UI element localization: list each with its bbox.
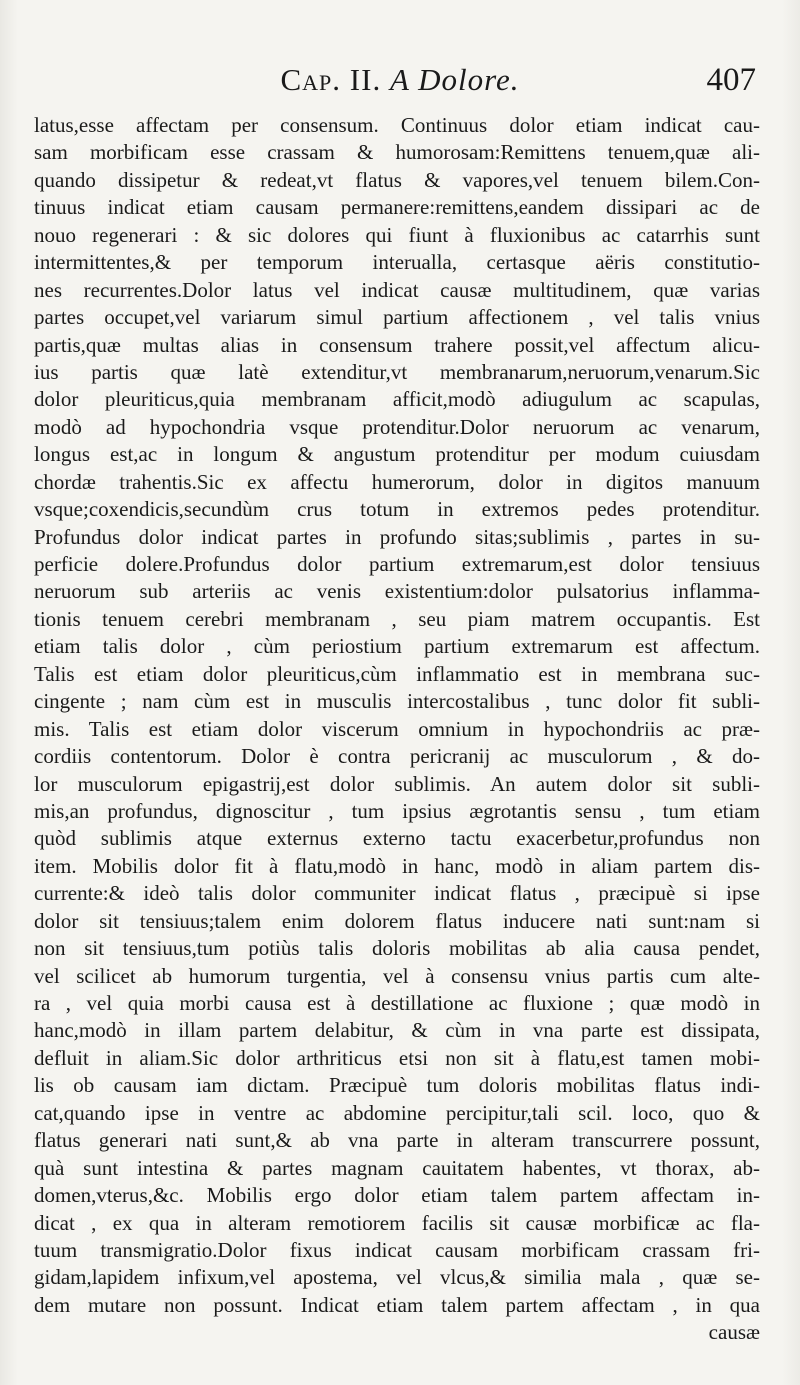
- text-line: dem mutare non possunt. Indicat etiam talem partem affectam , in qua: [34, 1292, 760, 1317]
- page-header: [40, 62, 760, 106]
- text-line: flatus generari nati sunt,& ab vna parte in alteram transcurrere possunt,: [34, 1128, 760, 1153]
- text-line: ra , vel quia morbi causa est à destillatione ac fluxione ; quæ modò in: [34, 991, 760, 1015]
- text-line: dicat , ex qua in alteram remotiorem facilis sit causæ morbificæ ac fla-: [34, 1210, 760, 1235]
- text-line: chordæ trahentis.Sic ex affectu humerorum, dolor in digitos manuum: [34, 469, 760, 494]
- text-line: tinuus indicat etiam causam permanere:remittens,eandem dissipari ac de: [34, 195, 760, 220]
- text-line: Talis est etiam dolor pleuriticus,cùm inflammatio est in membrana suc-: [34, 661, 760, 686]
- text-line: etiam talis dolor , cùm periostium partium extremarum est affectum.: [34, 634, 760, 659]
- running-head-title: A Dolore.: [389, 62, 520, 97]
- text-line: partes occupet,vel variarum simul partium affectionem , vel talis vnius: [34, 305, 760, 330]
- running-head-cap: Cap.: [280, 62, 342, 97]
- text-line: mis,an profundus, dignoscitur , tum ipsius ægrotantis sensu , tum etiam: [34, 798, 760, 823]
- text-line: nes recurrentes.Dolor latus vel indicat causæ multitudinem, quæ varias: [34, 277, 760, 302]
- text-line: latus,esse affectam per consensum. Continuus dolor etiam indicat cau-: [34, 113, 760, 137]
- page-number: 407: [706, 62, 756, 98]
- text-line: intermittentes,& per temporum interualla, certasque aëris constitutio-: [34, 250, 760, 275]
- text-line: tionis tenuem cerebri membranam , seu piam matrem occupantis. Est: [34, 606, 760, 631]
- running-head: [40, 62, 760, 98]
- text-line: vsque;coxendicis,secundùm crus totum in extremos pedes protenditur.: [34, 497, 760, 522]
- body-text: [34, 112, 760, 1347]
- text-line: defluit in aliam.Sic dolor arthriticus etsi non sit à flatu,est tamen mobi-: [34, 1045, 760, 1070]
- text-line: partis,quæ multas alias in consensum trahere possit,vel affectum alicu-: [34, 332, 760, 357]
- text-line: currente:& ideò talis dolor communiter indicat flatus , præcipuè si ipse: [34, 881, 760, 906]
- text-line: neruorum sub arteriis ac venis existentium:dolor pulsatorius inflamma-: [34, 579, 760, 604]
- text-line: cordiis contentorum. Dolor è contra pericranij ac musculorum , & do-: [34, 744, 760, 769]
- text-line: item. Mobilis dolor fit à flatu,modò in hanc, modò in aliam partem dis-: [34, 853, 760, 878]
- catchword: causæ: [708, 1320, 760, 1345]
- text-line: ius partis quæ latè extenditur,vt membranarum,neruorum,venarum.Sic: [34, 359, 760, 384]
- text-line: nouo regenerari : & sic dolores qui fiunt à fluxionibus ac catarrhis sunt: [34, 222, 760, 247]
- text-line: lis ob causam iam dictam. Præcipuè tum doloris mobilitas flatus indi-: [34, 1073, 760, 1098]
- text-line: modò ad hypochondria vsque protenditur.Dolor neruorum ac venarum,: [34, 414, 760, 439]
- text-line: longus est,ac in longum & angustum protenditur per modum cuiusdam: [34, 442, 760, 467]
- text-line: dolor pleuriticus,quia membranam afficit,modò adiugulum ac scapulas,: [34, 387, 760, 412]
- text-line: tuum transmigratio.Dolor fixus indicat causam morbificam crassam fri-: [34, 1237, 760, 1262]
- text-line: sam morbificam esse crassam & humorosam:Remittens tenuem,quæ ali-: [34, 140, 760, 165]
- text-line: dolor sit tensiuus;talem enim dolorem flatus inducere nati sunt:nam si: [34, 908, 760, 933]
- text-line: lor musculorum epigastrij,est dolor sublimis. An autem dolor sit subli-: [34, 771, 760, 796]
- running-head-chapter: II.: [349, 62, 382, 97]
- text-line: cat,quando ipse in ventre ac abdomine percipitur,tali scil. loco, quo &: [34, 1100, 760, 1125]
- text-line: quando dissipetur & redeat,vt flatus & vapores,vel tenuem bilem.Con-: [34, 167, 760, 192]
- text-line: perficie dolere.Profundus dolor partium extremarum,est dolor tensiuus: [34, 552, 760, 576]
- text-line: quòd sublimis atque externus externo tactu exacerbetur,profundus non: [34, 826, 760, 851]
- text-line: quà sunt intestina & partes magnam cauitatem habentes, vt thorax, ab-: [34, 1155, 760, 1180]
- text-line: cingente ; nam cùm est in musculis intercostalibus , tunc dolor fit subli-: [34, 689, 760, 714]
- text-line: domen,vterus,&c. Mobilis ergo dolor etiam talem partem affectam in-: [34, 1183, 760, 1208]
- text-line: non sit tensiuus,tum potiùs talis doloris mobilitas ab alia causa pendet,: [34, 936, 760, 961]
- text-line: hanc,modò in illam partem delabitur, & cùm in vna parte est dissipata,: [34, 1018, 760, 1043]
- text-line: gidam,lapidem infixum,vel apostema, vel vlcus,& similia mala , quæ se-: [34, 1265, 760, 1290]
- text-line: Profundus dolor indicat partes in profundo sitas;sublimis , partes in su-: [34, 524, 760, 549]
- text-line: mis. Talis est etiam dolor viscerum omnium in hypochondriis ac præ-: [34, 716, 760, 741]
- text-line: vel scilicet ab humorum turgentia, vel à consensu vnius partis cum alte-: [34, 963, 760, 988]
